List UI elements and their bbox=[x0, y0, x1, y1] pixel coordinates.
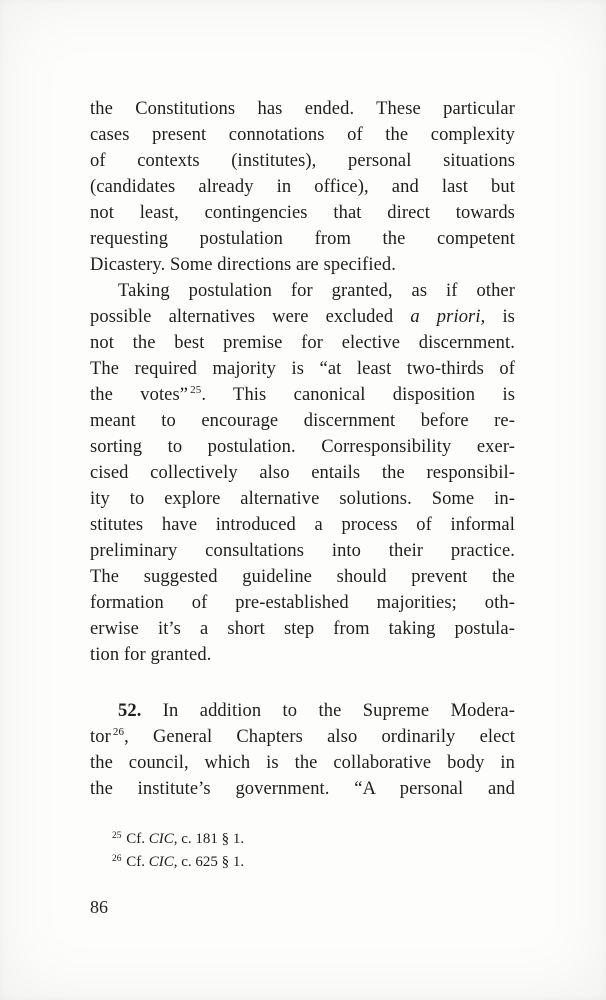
text-line bbox=[90, 252, 515, 278]
text-segment: 52. bbox=[118, 701, 142, 721]
text-segment: the institute’s government. “A personal and bbox=[90, 779, 515, 799]
text-segment: meant to encourage discernment before re- bbox=[90, 411, 515, 431]
text-segment: ity to explore alternative solutions. Some in- bbox=[90, 489, 515, 509]
text-line bbox=[90, 512, 515, 538]
text-line bbox=[90, 564, 515, 590]
text-line bbox=[90, 724, 515, 750]
footnote-marker: 26 bbox=[112, 726, 125, 738]
text-segment: formation of pre-established majorities; oth- bbox=[90, 593, 515, 613]
text-segment: of contexts (institutes), personal situations bbox=[90, 151, 515, 171]
footnote bbox=[90, 851, 515, 874]
text-segment: the Constitutions has ended. These particular bbox=[90, 99, 515, 119]
text-segment: . This canonical disposition is bbox=[201, 385, 515, 405]
text-segment: cases present connotations of the complexity bbox=[90, 125, 515, 145]
text-line bbox=[90, 174, 515, 200]
text-line bbox=[90, 382, 515, 408]
main-text bbox=[90, 96, 515, 874]
text-segment: the council, which is the collaborative body in bbox=[90, 753, 515, 773]
text-segment: , c. 181 § 1. bbox=[173, 831, 245, 847]
paragraph bbox=[90, 278, 515, 668]
text-segment: tor bbox=[90, 727, 111, 747]
text-line bbox=[90, 590, 515, 616]
text-segment: sorting to postulation. Corresponsibility exer- bbox=[90, 437, 515, 457]
text-segment: a priori bbox=[410, 307, 481, 327]
text-line bbox=[90, 148, 515, 174]
text-segment: the votes” bbox=[90, 385, 189, 405]
text-line bbox=[90, 330, 515, 356]
paragraph bbox=[90, 96, 515, 278]
text-line bbox=[90, 278, 515, 304]
text-line bbox=[90, 200, 515, 226]
footnote-marker: 26 bbox=[112, 854, 122, 864]
text-line bbox=[90, 122, 515, 148]
text-segment: not least, contingencies that direct towards bbox=[90, 203, 515, 223]
text-line bbox=[90, 226, 515, 252]
text-line bbox=[90, 616, 515, 642]
text-segment: (candidates already in office), and last but bbox=[90, 177, 515, 197]
text-segment: Cf. bbox=[122, 854, 149, 870]
text-segment: stitutes have introduced a process of informal bbox=[90, 515, 515, 535]
text-line bbox=[90, 460, 515, 486]
footnotes bbox=[90, 828, 515, 874]
text-segment: CIC bbox=[148, 854, 174, 870]
text-line bbox=[90, 304, 515, 330]
text-segment: , c. 625 § 1. bbox=[173, 854, 245, 870]
text-segment: not the best premise for elective discernment. bbox=[90, 333, 515, 353]
footnote bbox=[90, 828, 515, 851]
text-line bbox=[90, 408, 515, 434]
text-line bbox=[90, 486, 515, 512]
text-line bbox=[90, 96, 515, 122]
text-segment: requesting postulation from the competent bbox=[90, 229, 515, 249]
text-line bbox=[90, 642, 515, 668]
text-segment: tion for granted. bbox=[90, 645, 212, 665]
text-segment: The suggested guideline should prevent the bbox=[90, 567, 515, 587]
text-line bbox=[90, 698, 515, 724]
text-line bbox=[90, 356, 515, 382]
text-segment: In addition to the Supreme Modera- bbox=[141, 701, 515, 721]
paragraph bbox=[90, 698, 515, 802]
text-segment: CIC bbox=[148, 831, 174, 847]
text-segment: Taking postulation for granted, as if other bbox=[118, 281, 515, 301]
footnote-marker: 25 bbox=[112, 831, 122, 841]
text-line bbox=[90, 750, 515, 776]
text-segment: Cf. bbox=[122, 831, 149, 847]
text-segment: The required majority is “at least two-thirds of bbox=[90, 359, 515, 379]
text-segment: preliminary consultations into their practice. bbox=[90, 541, 515, 561]
text-line bbox=[90, 776, 515, 802]
text-segment: , General Chapters also ordinarily elect bbox=[124, 727, 515, 747]
text-segment: , is bbox=[480, 307, 515, 327]
page-number: 86 bbox=[90, 897, 108, 917]
text-segment: erwise it’s a short step from taking postula- bbox=[90, 619, 515, 639]
text-segment: possible alternatives were excluded bbox=[90, 307, 411, 327]
footnote-marker: 25 bbox=[190, 384, 202, 396]
text-segment: Dicastery. Some directions are specified. bbox=[90, 255, 396, 275]
text-line bbox=[90, 434, 515, 460]
text-line bbox=[90, 538, 515, 564]
text-segment: cised collectively also entails the responsibil- bbox=[90, 463, 515, 483]
